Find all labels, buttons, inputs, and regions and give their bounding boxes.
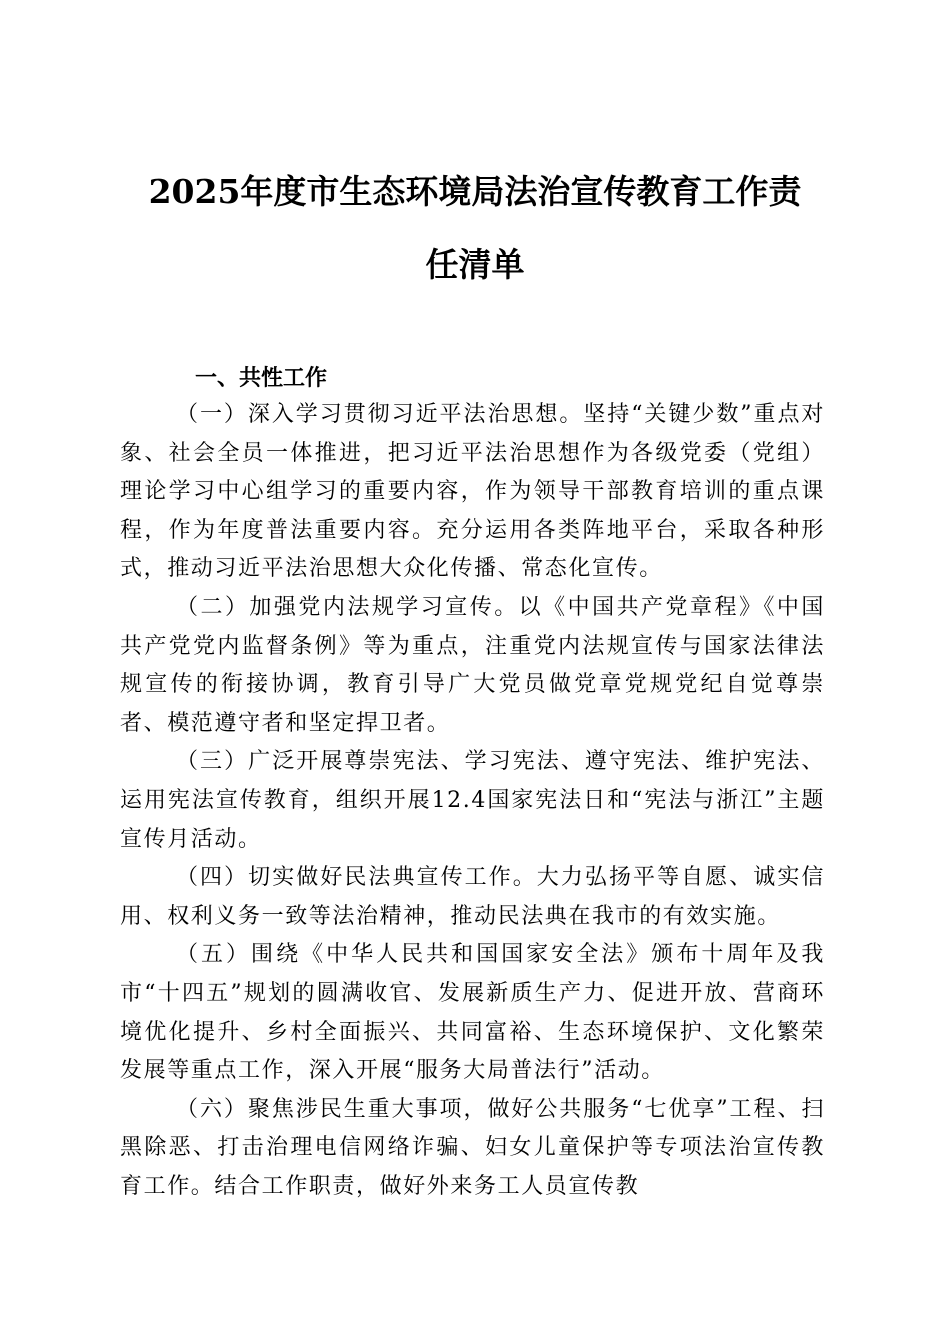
paragraph-3: （三）广泛开展尊崇宪法、学习宪法、遵守宪法、维护宪法、运用宪法宣传教育，组织开展12.4国家宪法日和“宪法与浙江”主题宣传月活动。 [120, 749, 825, 852]
paragraph-5: （五）围绕《中华人民共和国国家安全法》颁布十周年及我市“十四五”规划的圆满收官、发展新质生产力、促进开放、营商环境优化提升、乡村全面振兴、共同富裕、生态环境保护、文化繁荣发展等重点工作，深入开展“服务大局普法行”活动。 [120, 942, 825, 1084]
document-title-line-2: 任清单 [425, 245, 525, 284]
paragraph-6: （六）聚焦涉民生重大事项，做好公共服务“七优享”工程、扫黑除恶、打击治理电信网络诈骗、妇女儿童保护等专项法治宣传教育工作。结合工作职责，做好外来务工人员宣传教 [120, 1096, 825, 1199]
section-heading: 一、共性工作 [195, 366, 328, 391]
document-title-line-1: 2025年度市生态环境局法治宣传教育工作责 [148, 172, 802, 211]
paragraph-2: （二）加强党内法规学习宣传。以《中国共产党章程》《中国共产党党内监督条例》等为重点，注重党内法规宣传与国家法律法规宣传的衔接协调，教育引导广大党员做党章党规党纪自觉尊崇者、模范遵守者和坚定捍卫者。 [120, 594, 825, 736]
document-body [120, 396, 825, 1206]
paragraph-1: （一）深入学习贯彻习近平法治思想。坚持“关键少数”重点对象、社会全员一体推进，把习近平法治思想作为各级党委（党组）理论学习中心组学习的重要内容，作为领导干部教育培训的重点课程，作为年度普法重要内容。充分运用各类阵地平台，采取各种形式，推动习近平法治思想大众化传播、常态化宣传。 [120, 402, 825, 582]
paragraph-4: （四）切实做好民法典宣传工作。大力弘扬平等自愿、诚实信用、权利义务一致等法治精神，推动民法典在我市的有效实施。 [120, 865, 825, 929]
